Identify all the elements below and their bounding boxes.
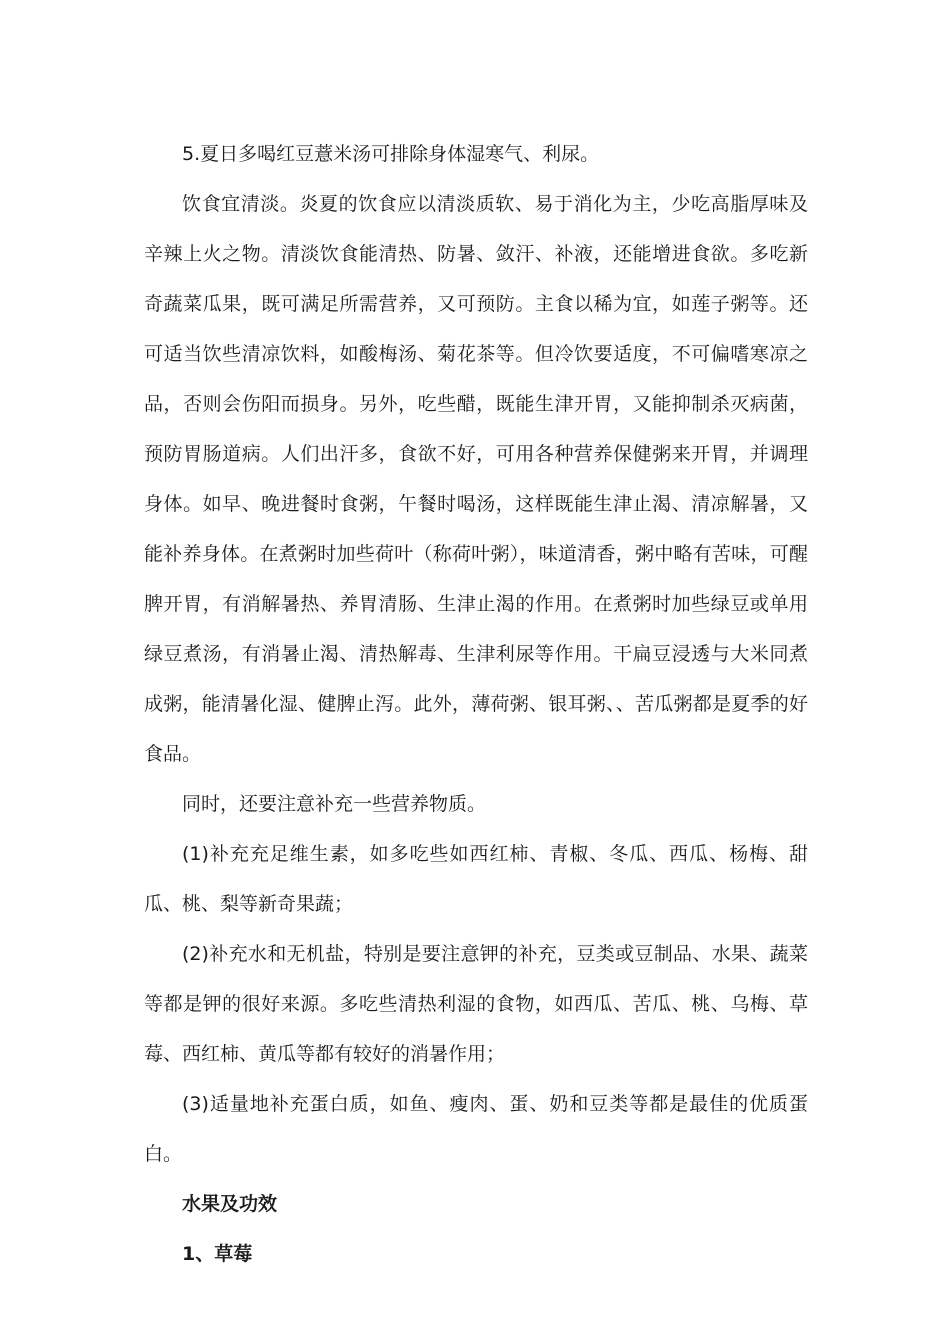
paragraph-vitamins: (1)补充充足维生素，如多吃些如西红柿、青椒、冬瓜、西瓜、杨梅、甜瓜、桃、梨等新奇果蔬； [144,843,808,915]
section-heading-fruits: 水果及功效 [182,1193,278,1215]
paragraph-protein: (3)适量地补充蛋白质，如鱼、瘦肉、蛋、奶和豆类等都是最佳的优质蛋白。 [144,1093,808,1165]
document-body [144,129,808,1279]
subsection-heading-strawberry: 1、草莓 [182,1243,253,1265]
paragraph-water-minerals: (2)补充水和无机盐，特别是要注意钾的补充，豆类或豆制品、水果、蔬菜等都是钾的很好来源。多吃些清热利湿的食物，如西瓜、苦瓜、桃、乌梅、草莓、西红柿、黄瓜等都有较好的消暑作用； [144,943,808,1065]
paragraph-nutrition-intro: 同时，还要注意补充一些营养物质。 [182,793,487,815]
paragraph-light-diet: 饮食宜清淡。炎夏的饮食应以清淡质软、易于消化为主，少吃高脂厚味及辛辣上火之物。清淡饮食能清热、防暑、敛汗、补液，还能增进食欲。多吃新奇蔬菜瓜果，既可满足所需营养，又可预防。主食以稀为宜，如莲子粥等。还可适当饮些清凉饮料，如酸梅汤、菊花茶等。但冷饮要适度，不可偏嗜寒凉之品，否则会伤阳而损身。另外，吃些醋，既能生津开胃，又能抑制杀灭病菌，预防胃肠道病。人们出汗多，食欲不好，可用各种营养保健粥来开胃，并调理身体。如早、晚进餐时食粥，午餐时喝汤，这样既能生津止渴、清凉解暑，又能补养身体。在煮粥时加些荷叶（称荷叶粥），味道清香，粥中略有苦味，可醒脾开胃，有消解暑热、养胃清肠、生津止渴的作用。在煮粥时加些绿豆或单用绿豆煮汤，有消暑止渴、清热解毒、生津利尿等作用。干扁豆浸透与大米同煮成粥，能清暑化湿、健脾止泻。此外，薄荷粥、银耳粥、、苦瓜粥都是夏季的好食品。 [144,193,808,765]
paragraph-red-bean-soup: 5.夏日多喝红豆薏米汤可排除身体湿寒气、利尿。 [182,143,600,165]
